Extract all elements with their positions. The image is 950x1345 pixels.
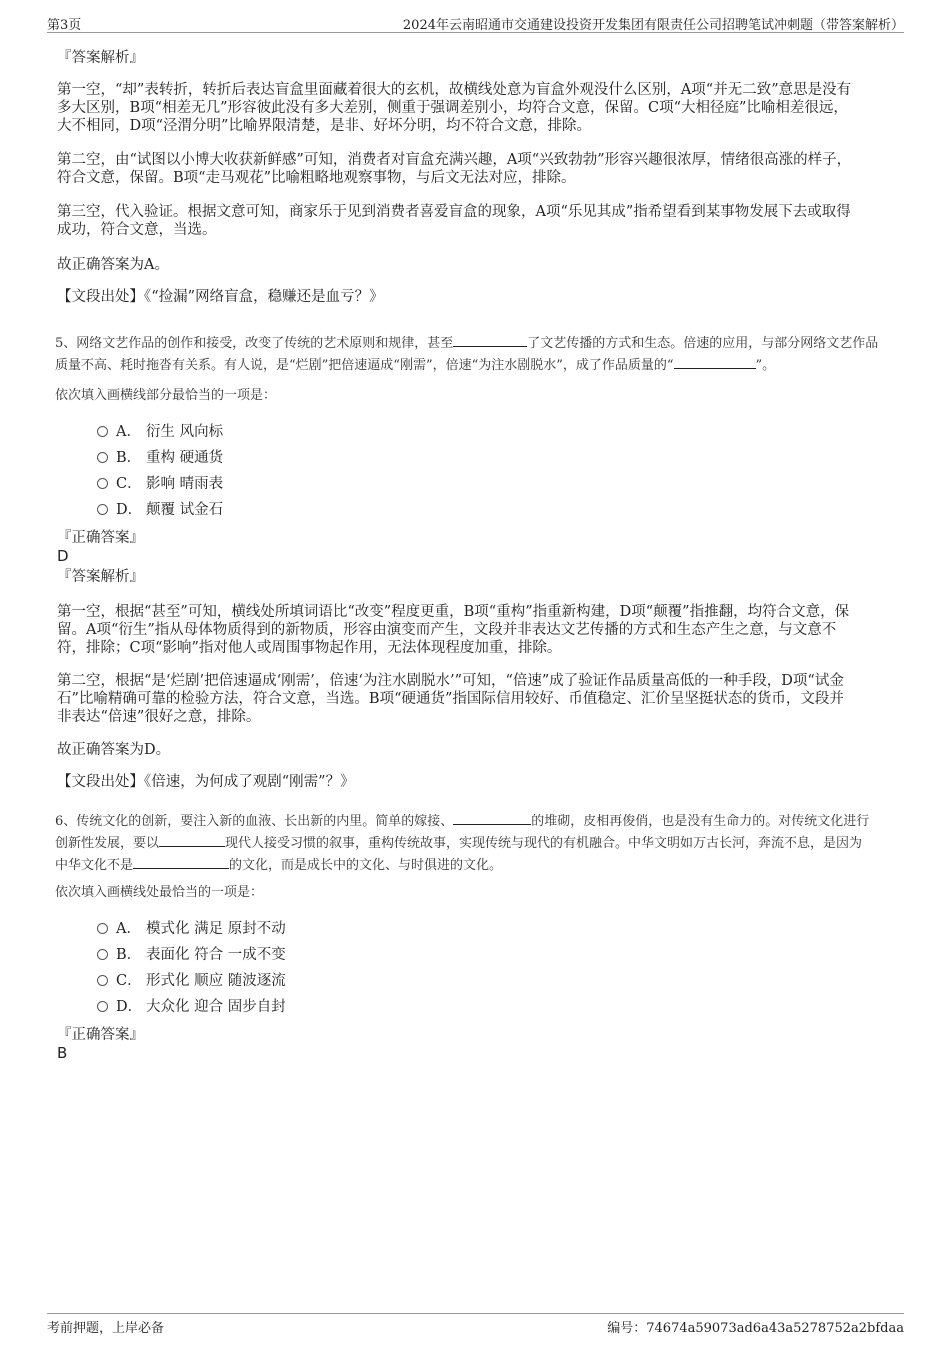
q4-analysis-p3: 第三空，代入验证。根据文意可知，商家乐于见到消费者喜爱盲盒的现象，A项“乐见其成”指希望看到某事物发展下去或取得 成功，符合文意，当选。 [57, 204, 851, 238]
footer-note: 考前押题，上岸必备 [47, 1321, 165, 1336]
q5-analysis-p2: 第二空，根据“是‘烂剧’把倍速逼成‘刚需’，倍速‘为注水剧脱水’”可知，“倍速”成了验证作品质量高低的一种手段，D项“试金 石”比喻精确可靠的检验方法，符合文意，当选。B项“硬通货”指国际信用较好、币值稳定、汇价呈坚挺状态的货币，文段并 非表达“倍速”很好之意，排除。 [57, 673, 844, 725]
q4-conclusion: 故正确答案为A。 [57, 257, 169, 273]
radio-icon[interactable] [97, 923, 108, 934]
q4-source: 【文段出处】《“捡漏”网络盲盒，稳赚还是血亏？》 [57, 289, 384, 305]
q6-option-c[interactable]: C． 形式化 顺应 随波逐流 [97, 972, 286, 990]
q6-instruction: 依次填入画横线处最恰当的一项是： [55, 885, 264, 900]
q5-conclusion: 故正确答案为D。 [57, 742, 171, 758]
q5-option-a[interactable]: A． 衍生 风向标 [97, 423, 223, 441]
radio-icon[interactable] [97, 478, 108, 489]
q5-analysis-p1: 第一空，根据“甚至”可知，横线处所填词语比“改变”程度更重，B项“重构”指重新构建，D项“颠覆”指推翻，均符合文意，保 留。A项“衍生”指从母体物质得到的新物质，形容由演变而产生，文段并非表达文艺传播的方式和生态产生之意，与文意不 符，排除；C项“影响”指对他人或周围事物起作用，无法体现程度加重，排除。 [57, 604, 850, 656]
q6-blank-1 [453, 810, 531, 825]
page-number: 第3页 [47, 18, 82, 33]
q5-analysis-label: 『答案解析』 [57, 569, 144, 585]
q6-option-d[interactable]: D． 大众化 迎合 固步自封 [97, 998, 286, 1016]
q5-option-c[interactable]: C． 影响 晴雨表 [97, 475, 223, 493]
page-footer [47, 1313, 904, 1336]
radio-icon[interactable] [97, 949, 108, 960]
q5-option-b[interactable]: B． 重构 硬通货 [97, 449, 223, 467]
radio-icon[interactable] [97, 975, 108, 986]
q6-stem: 6、传统文化的创新，要注入新的血液、长出新的内里。简单的嫁接、 的堆砌，皮相再俊俏，也是没有生命力的。对传统文化进行 创新性发展，要以 现代人接受习惯的叙事，重构传统故事，实现传统与现代的有机融合。中华文明如万古长河，奔流不息，是因为 中华文化不是 的文化，而是成长中的文化、与时俱进的文化。 [55, 810, 895, 876]
page-header [47, 12, 904, 33]
q5-stem: 5、网络文艺作品的创作和接受，改变了传统的艺术原则和规律，甚至 了文艺传播的方式和生态。倍速的应用，与部分网络文艺作品 质量不高、耗时拖沓有关系。有人说，是“烂剧”把倍速逼成“刚需”，倍速“为注水剧脱水”，成了作品质量的“ ”。 [55, 332, 895, 376]
q5-answer: D [57, 547, 69, 565]
q5-blank-1 [453, 332, 527, 347]
q5-answer-label: 『正确答案』 [57, 530, 144, 546]
q4-analysis-p1: 第一空，“却”表转折，转折后表达盲盒里面藏着很大的玄机，故横线处意为盲盒外观没什么区别，A项“并无二致”意思是没有 多大区别，B项“相差无几”形容彼此没有多大差别，侧重于强调差别小，均符合文意，保留。C项“大相径庭”比喻相差很远， 大不相同，D项“泾渭分明”比喻界限清楚，是非、好坏分明，均不符合文意，排除。 [57, 82, 852, 134]
q4-analysis-p2: 第二空，由“试图以小博大收获新鲜感”可知，消费者对盲盒充满兴趣，A项“兴致勃勃”形容兴趣很浓厚，情绪很高涨的样子， 符合文意，保留。B项“走马观花”比喻粗略地观察事物，与后文无法对应，排除。 [57, 152, 852, 186]
q6-option-a[interactable]: A． 模式化 满足 原封不动 [97, 920, 286, 938]
q5-blank-2 [674, 354, 756, 369]
q4-analysis-label: 『答案解析』 [57, 50, 144, 66]
q6-option-b[interactable]: B． 表面化 符合 一成不变 [97, 946, 286, 964]
q5-option-d[interactable]: D． 颠覆 试金石 [97, 501, 223, 519]
radio-icon[interactable] [97, 426, 108, 437]
radio-icon[interactable] [97, 1001, 108, 1012]
q6-answer: B [57, 1044, 68, 1062]
footer-code: 编号：74674a59073ad6a43a5278752a2bfdaa [607, 1321, 904, 1336]
q6-blank-3 [133, 854, 229, 869]
document-title: 2024年云南昭通市交通建设投资开发集团有限责任公司招聘笔试冲刺题（带答案解析） [402, 18, 904, 33]
q5-instruction: 依次填入画横线部分最恰当的一项是： [55, 388, 277, 403]
q5-source: 【文段出处】《倍速，为何成了观剧“刚需”？》 [57, 774, 355, 790]
q6-blank-2 [159, 832, 225, 847]
q6-answer-label: 『正确答案』 [57, 1027, 144, 1043]
radio-icon[interactable] [97, 452, 108, 463]
radio-icon[interactable] [97, 504, 108, 515]
